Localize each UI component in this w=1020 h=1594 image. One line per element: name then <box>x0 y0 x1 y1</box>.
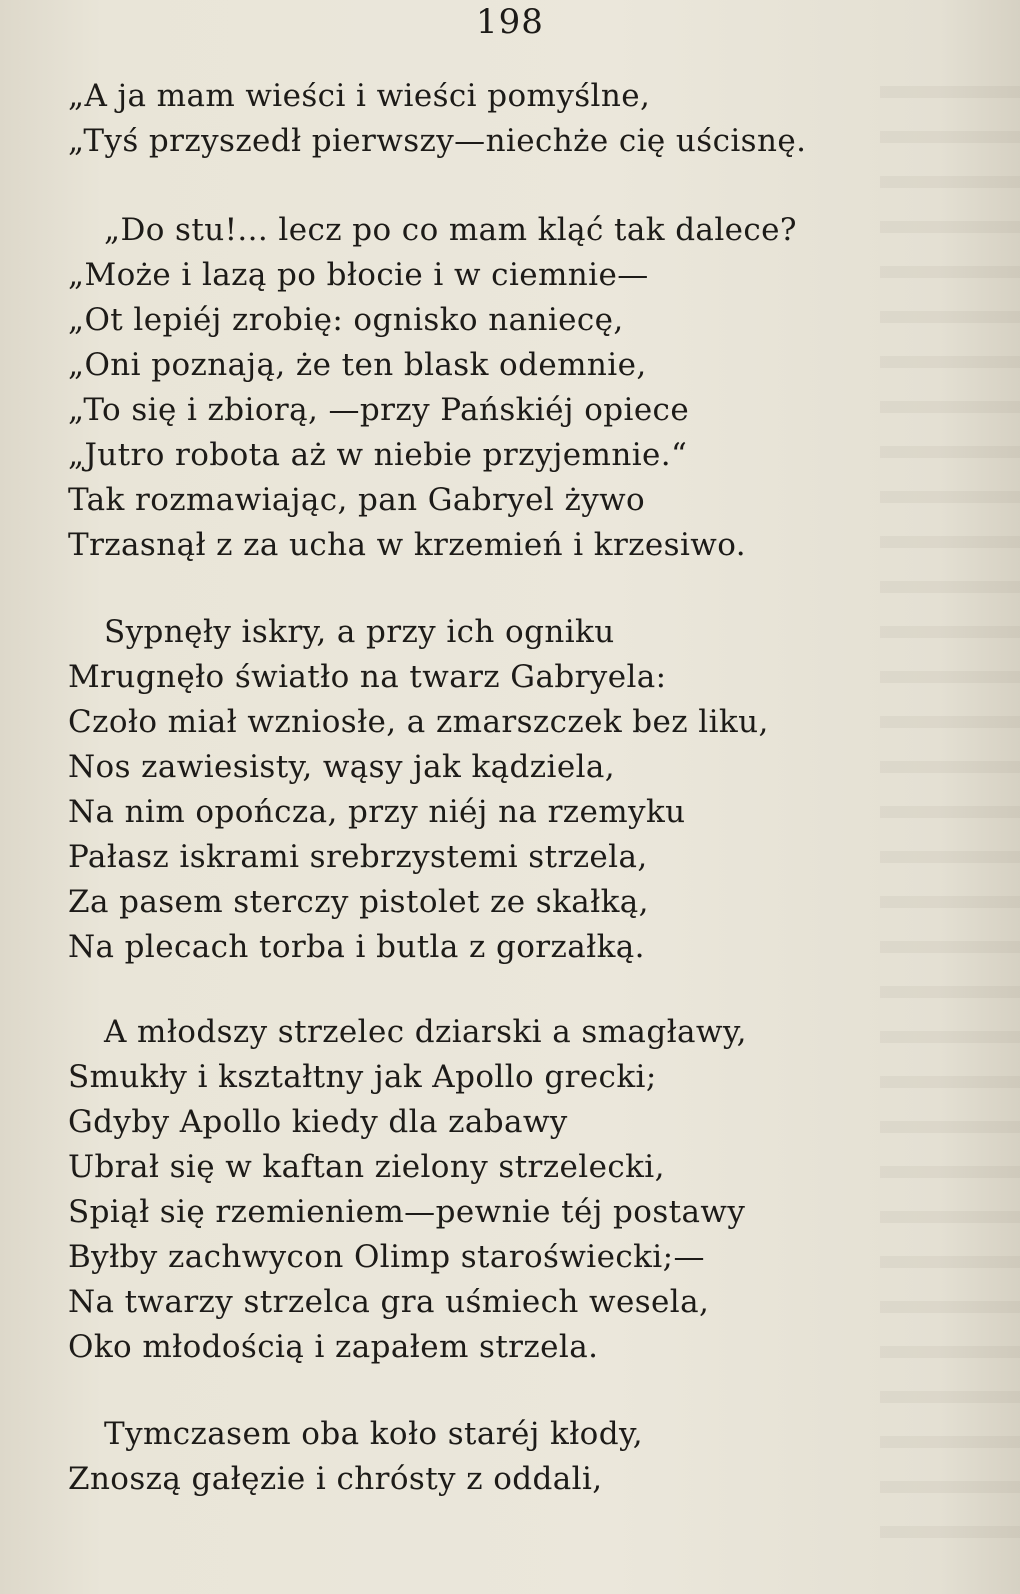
verse-line: Na nim opończa, przy niéj na rzemyku <box>68 794 686 830</box>
verse-line: A młodszy strzelec dziarski a smagławy, <box>104 1014 747 1050</box>
verse-line: Znoszą gałęzie i chrósty z oddali, <box>68 1461 603 1497</box>
verse-line: Pałasz iskrami srebrzystemi strzela, <box>68 839 648 875</box>
verse-line: Mrugnęło światło na twarz Gabryela: <box>68 659 667 695</box>
verse-line: Trzasnął z za ucha w krzemień i krzesiwo. <box>68 527 746 563</box>
stanza-5 <box>68 1412 948 1502</box>
verse-line: Nos zawiesisty, wąsy jak kądziela, <box>68 749 616 785</box>
verse-line: Byłby zachwycon Olimp staroświecki;— <box>68 1239 705 1275</box>
verse-line: „Jutro robota aż w niebie przyjemnie.“ <box>68 437 688 473</box>
verse-line: „Oni poznają, że ten blask odemnie, <box>68 347 647 383</box>
verse-line: „Tyś przyszedł pierwszy—niechże cię uścisnę. <box>68 123 807 159</box>
verse-line: Tymczasem oba koło staréj kłody, <box>104 1416 643 1452</box>
verse-line: „Ot lepiéj zrobię: ognisko naniecę, <box>68 302 624 338</box>
verse-line: Na plecach torba i butla z gorzałką. <box>68 929 645 965</box>
verse-line: „Do stu!... lecz po co mam kląć tak dalece? <box>104 212 797 248</box>
verse-line: Na twarzy strzelca gra uśmiech wesela, <box>68 1284 710 1320</box>
verse-line: Ubrał się w kaftan zielony strzelecki, <box>68 1149 665 1185</box>
verse-line: Za pasem sterczy pistolet ze skałką, <box>68 884 649 920</box>
verse-line: Tak rozmawiając, pan Gabryel żywo <box>68 482 646 518</box>
verse-line: „To się i zbiorą, —przy Pańskiéj opiece <box>68 392 690 428</box>
page-number: 198 <box>476 2 544 42</box>
verse-line: Smukły i kształtny jak Apollo grecki; <box>68 1059 657 1095</box>
verse-line: „Może i lazą po błocie i w ciemnie— <box>68 257 649 293</box>
verse-line: „A ja mam wieści i wieści pomyślne, <box>68 78 651 114</box>
stanza-2 <box>68 208 948 568</box>
stanza-4 <box>68 1010 948 1370</box>
verse-line: Oko młodością i zapałem strzela. <box>68 1329 599 1365</box>
verse-line: Sypnęły iskry, a przy ich ogniku <box>104 614 615 650</box>
verse-line: Spiął się rzemieniem—pewnie téj postawy <box>68 1194 746 1230</box>
verse-line: Czoło miał wzniosłe, a zmarszczek bez liku, <box>68 704 769 740</box>
stanza-1 <box>68 74 948 164</box>
verse-line: Gdyby Apollo kiedy dla zabawy <box>68 1104 568 1140</box>
stanza-3 <box>68 610 948 970</box>
